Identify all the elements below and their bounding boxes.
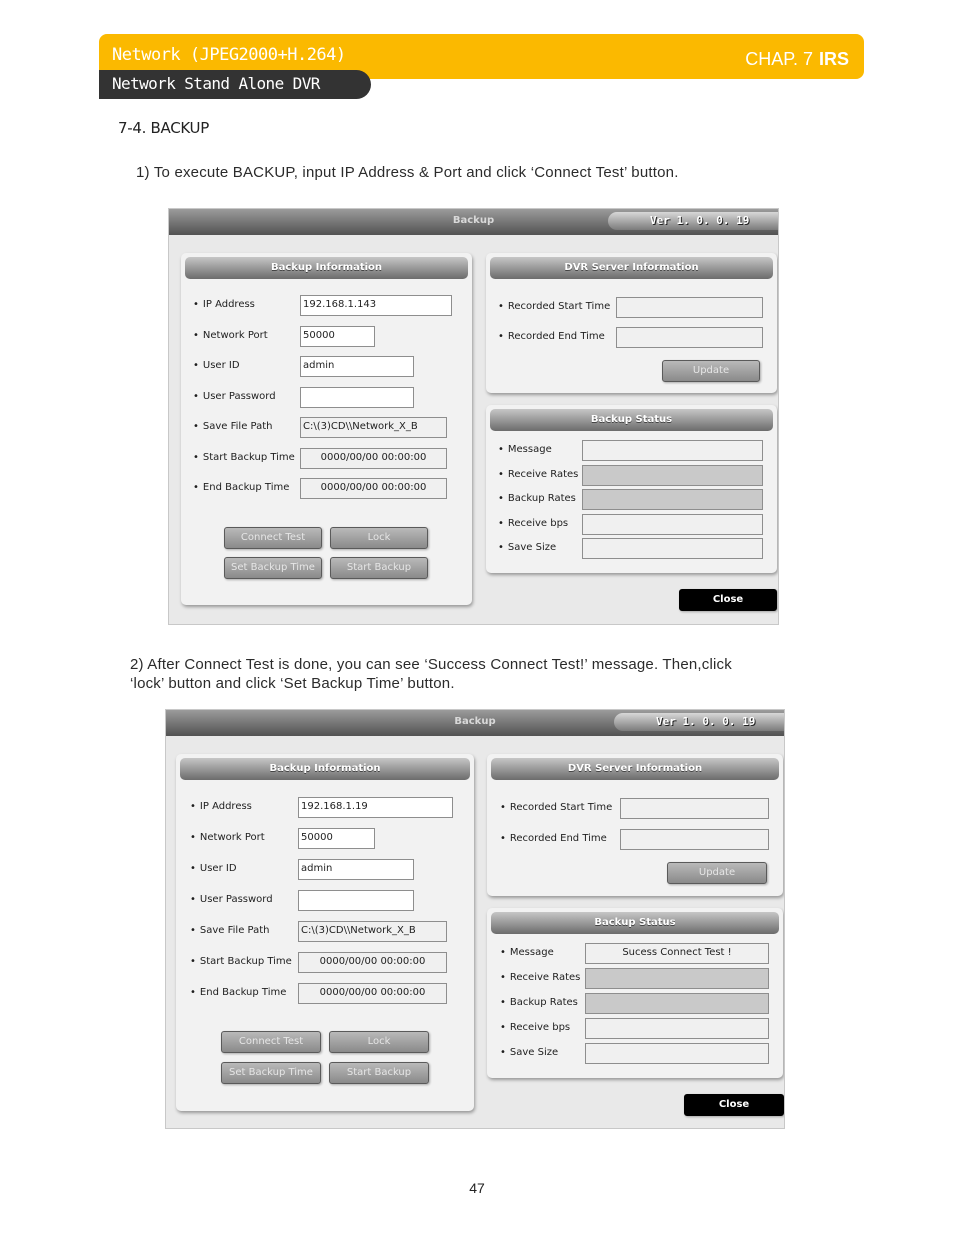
user-password-row [181, 387, 472, 409]
version-badge [614, 713, 784, 731]
network-port-row [181, 326, 472, 348]
save-file-path-row [176, 921, 474, 943]
field-label: • Recorded Start Time [500, 802, 612, 813]
dvr-server-information-panel [487, 754, 783, 896]
field-label: • End Backup Time [193, 482, 289, 493]
ip-address-input[interactable]: 192.168.1.143 [300, 295, 452, 316]
field-label: • Receive bps [500, 1022, 570, 1033]
step-2 [130, 655, 732, 693]
chapter-label [745, 49, 849, 70]
field-label: • User Password [190, 894, 273, 905]
panel-header [490, 409, 773, 431]
receive-rates-progress [585, 968, 769, 989]
message-row [486, 440, 777, 462]
recorded-end-time-field [620, 829, 769, 850]
panel-heading: Backup Information [269, 763, 381, 774]
user-id-row [181, 356, 472, 378]
user-id-input[interactable]: admin [300, 356, 414, 377]
backup-status-panel [486, 405, 777, 573]
version-badge [608, 212, 778, 230]
ip-address-input[interactable]: 192.168.1.19 [298, 797, 453, 818]
field-label: • End Backup Time [190, 987, 286, 998]
save-size-field [585, 1043, 769, 1064]
window-titlebar [166, 710, 784, 736]
recorded-end-time-row [487, 829, 783, 851]
message-field: Sucess Connect Test ! [585, 943, 769, 964]
window-titlebar [169, 209, 778, 235]
field-label: • User ID [190, 863, 237, 874]
backup-information-panel [176, 754, 474, 1111]
field-label: • Message [500, 947, 554, 958]
field-label: • Receive Rates [498, 469, 578, 480]
field-label: • User ID [193, 360, 240, 371]
end-backup-time-input[interactable]: 0000/00/00 00:00:00 [300, 478, 447, 499]
update-button[interactable]: Update [667, 862, 767, 884]
backup-rates-progress [582, 489, 763, 510]
recorded-start-time-field [620, 798, 769, 819]
panel-heading: Backup Status [594, 917, 676, 928]
backup-window-2 [165, 709, 785, 1129]
backup-status-panel [487, 908, 783, 1078]
user-password-input[interactable] [298, 890, 414, 911]
field-label: • Start Backup Time [190, 956, 292, 967]
start-backup-time-input[interactable]: 0000/00/00 00:00:00 [300, 448, 447, 469]
close-button[interactable]: Close [679, 589, 777, 611]
field-label: • Recorded Start Time [498, 301, 610, 312]
user-password-input[interactable] [300, 387, 414, 408]
field-label: • Backup Rates [498, 493, 576, 504]
connect-test-button[interactable]: Connect Test [224, 527, 322, 549]
connect-test-button[interactable]: Connect Test [221, 1031, 321, 1053]
window-title: Backup [452, 215, 495, 226]
receive-bps-row [487, 1018, 783, 1040]
field-label: • Receive Rates [500, 972, 580, 983]
version-label: Ver 1. 0. 0. 19 [656, 715, 756, 728]
field-label: • IP Address [193, 299, 255, 310]
start-backup-time-row [176, 952, 474, 974]
backup-rates-row [487, 993, 783, 1015]
lock-button[interactable]: Lock [330, 527, 428, 549]
field-label: • Start Backup Time [193, 452, 295, 463]
ip-address-row [181, 295, 472, 317]
field-label: • User Password [193, 391, 276, 402]
panel-heading: DVR Server Information [567, 763, 703, 774]
field-label: • Network Port [193, 330, 268, 341]
ip-address-row [176, 797, 474, 819]
backup-rates-row [486, 489, 777, 511]
recorded-end-time-field [616, 327, 763, 348]
start-backup-time-row [181, 448, 472, 470]
save-file-path-input[interactable]: C:\(3)CD\\Network_X_B [298, 921, 447, 942]
field-label: • Receive bps [498, 518, 568, 529]
field-label: • IP Address [190, 801, 252, 812]
brand-name: IRS [818, 49, 849, 69]
network-port-input[interactable]: 50000 [300, 326, 375, 347]
field-label: • Save Size [498, 542, 556, 553]
field-label: • Save File Path [193, 421, 273, 432]
recorded-start-time-row [487, 798, 783, 820]
receive-bps-row [486, 514, 777, 536]
end-backup-time-input[interactable]: 0000/00/00 00:00:00 [298, 983, 447, 1004]
user-id-input[interactable]: admin [298, 859, 414, 880]
field-label: • Backup Rates [500, 997, 578, 1008]
document-subtitle: Network Stand Alone DVR [112, 74, 320, 93]
window-title: Backup [454, 716, 496, 727]
receive-bps-field [585, 1018, 769, 1039]
subtitle-banner [99, 70, 371, 99]
receive-rates-row [486, 465, 777, 487]
backup-window-1 [168, 208, 779, 625]
panel-heading: Backup Information [270, 262, 383, 273]
receive-rates-row [487, 968, 783, 990]
backup-rates-progress [585, 993, 769, 1014]
lock-button[interactable]: Lock [329, 1031, 429, 1053]
panel-header [185, 257, 468, 279]
document-title: Network (JPEG2000+H.264) [112, 45, 346, 65]
panel-heading: DVR Server Information [564, 262, 699, 273]
page-number: 47 [469, 1180, 485, 1196]
start-backup-button[interactable]: Start Backup [330, 557, 428, 579]
panel-header [491, 912, 779, 934]
receive-bps-field [582, 514, 763, 535]
network-port-input[interactable]: 50000 [298, 828, 375, 849]
section-title: 7-4. BACKUP [118, 119, 209, 137]
field-label: • Recorded End Time [500, 833, 607, 844]
recorded-end-time-row [486, 327, 777, 349]
panel-heading: Backup Status [590, 414, 673, 425]
field-label: • Recorded End Time [498, 331, 605, 342]
field-label: • Message [498, 444, 552, 455]
step-1-line-1: 1) To execute BACKUP, input IP Address & Port and click ‘Connect Test’ button. [136, 164, 679, 181]
save-size-row [487, 1043, 783, 1065]
backup-information-panel [181, 253, 472, 605]
step-1 [136, 163, 679, 182]
recorded-start-time-field [616, 297, 763, 318]
save-file-path-row [181, 417, 472, 439]
end-backup-time-row [181, 478, 472, 500]
receive-rates-progress [582, 465, 763, 486]
field-label: • Save Size [500, 1047, 558, 1058]
panel-header [491, 758, 779, 780]
message-field [582, 440, 763, 461]
save-file-path-input[interactable]: C:\(3)CD\\Network_X_B [300, 417, 447, 438]
user-password-row [176, 890, 474, 912]
step-2-line-1: 2) After Connect Test is done, you can see ‘Success Connect Test!’ message. Then,click [130, 656, 732, 673]
save-size-field [582, 538, 763, 559]
network-port-row [176, 828, 474, 850]
set-backup-time-button[interactable]: Set Backup Time [221, 1062, 321, 1084]
version-label: Ver 1. 0. 0. 19 [650, 214, 750, 227]
end-backup-time-row [176, 983, 474, 1005]
chapter-number: CHAP. 7 [745, 49, 813, 69]
field-label: • Network Port [190, 832, 265, 843]
start-backup-button[interactable]: Start Backup [329, 1062, 429, 1084]
dvr-server-information-panel [486, 253, 777, 393]
save-size-row [486, 538, 777, 560]
set-backup-time-button[interactable]: Set Backup Time [224, 557, 322, 579]
panel-header [180, 758, 470, 780]
update-button[interactable]: Update [662, 360, 760, 382]
start-backup-time-input[interactable]: 0000/00/00 00:00:00 [298, 952, 447, 973]
close-button[interactable]: Close [684, 1094, 784, 1116]
recorded-start-time-row [486, 297, 777, 319]
panel-header [490, 257, 773, 279]
field-label: • Save File Path [190, 925, 270, 936]
step-2-line-2: ‘lock’ button and click ‘Set Backup Time’ button. [130, 675, 455, 692]
message-row [487, 943, 783, 965]
user-id-row [176, 859, 474, 881]
